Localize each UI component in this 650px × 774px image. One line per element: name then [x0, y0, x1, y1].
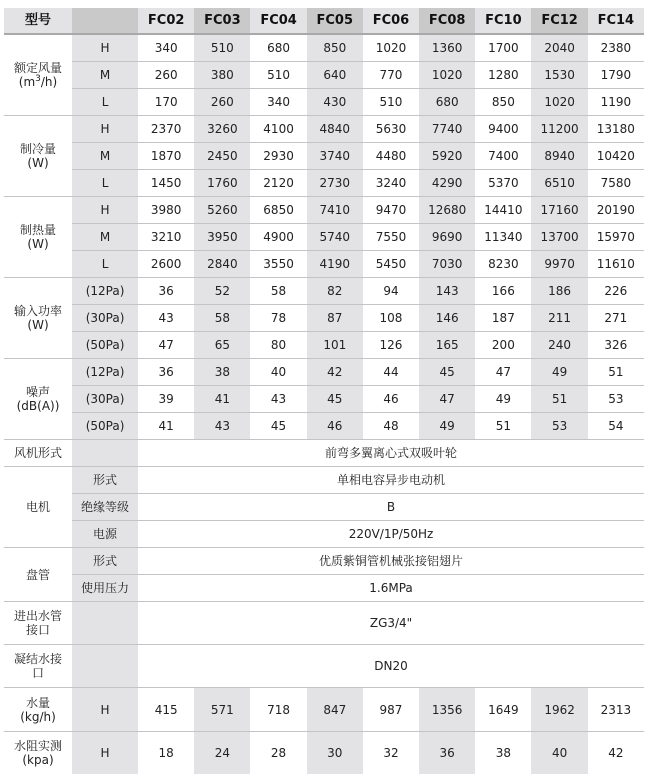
value-cell: 39: [138, 386, 194, 413]
value-cell: 46: [363, 386, 419, 413]
value-cell: 48: [363, 413, 419, 440]
value-cell: 14410: [475, 197, 531, 224]
value-cell: 4190: [307, 251, 363, 278]
model-header: FC04: [250, 8, 306, 34]
row-sub-label: M: [72, 143, 138, 170]
value-cell: 51: [475, 413, 531, 440]
value-cell: 24: [194, 732, 250, 774]
value-cell: 45: [419, 359, 475, 386]
value-cell: 7400: [475, 143, 531, 170]
row-label: 输入功率 (W): [4, 278, 72, 359]
row-sub-label: L: [72, 89, 138, 116]
value-cell: 3980: [138, 197, 194, 224]
value-cell: 9400: [475, 116, 531, 143]
value-cell: 240: [531, 332, 587, 359]
row-sub-label: (30Pa): [72, 305, 138, 332]
fan-type-row: [4, 440, 644, 467]
value-cell: 12680: [419, 197, 475, 224]
value-cell: 80: [250, 332, 306, 359]
value-cell: 5920: [419, 143, 475, 170]
value-cell: 1870: [138, 143, 194, 170]
value-cell: 13180: [588, 116, 644, 143]
value-cell: 4100: [250, 116, 306, 143]
row-label: 进出水管 接口: [4, 602, 72, 645]
value-cell: 1760: [194, 170, 250, 197]
value-cell: 40: [250, 359, 306, 386]
row-label: 噪声 (dB(A)): [4, 359, 72, 440]
value-cell: 126: [363, 332, 419, 359]
value-cell: 49: [475, 386, 531, 413]
fan-type-value: 前弯多翼离心式双吸叶轮: [138, 440, 644, 467]
row-sub-label: [72, 440, 138, 467]
value-cell: 87: [307, 305, 363, 332]
value-cell: 20190: [588, 197, 644, 224]
condensate-connection-value: DN20: [138, 645, 644, 688]
value-cell: 143: [419, 278, 475, 305]
value-cell: 680: [250, 34, 306, 62]
row-sub-label: H: [72, 116, 138, 143]
value-cell: 340: [250, 89, 306, 116]
value-cell: 1020: [363, 34, 419, 62]
row-sub-label: (12Pa): [72, 278, 138, 305]
value-cell: 43: [138, 305, 194, 332]
value-cell: 4840: [307, 116, 363, 143]
model-header: FC14: [588, 8, 644, 34]
condensate-connection-row: [4, 645, 644, 688]
coil-row: [4, 548, 644, 575]
value-cell: 7580: [588, 170, 644, 197]
model-header: FC02: [138, 8, 194, 34]
model-header: FC12: [531, 8, 587, 34]
value-cell: 850: [475, 89, 531, 116]
value-cell: 5260: [194, 197, 250, 224]
value-cell: 640: [307, 62, 363, 89]
value-cell: 94: [363, 278, 419, 305]
value-cell: 3950: [194, 224, 250, 251]
value-cell: 45: [307, 386, 363, 413]
value-cell: 42: [307, 359, 363, 386]
value-cell: 32: [363, 732, 419, 774]
value-cell: 2840: [194, 251, 250, 278]
value-cell: 38: [475, 732, 531, 774]
value-cell: 2730: [307, 170, 363, 197]
working-pressure-value: 1.6MPa: [138, 575, 644, 602]
row-sub-label: L: [72, 251, 138, 278]
value-cell: 58: [250, 278, 306, 305]
value-cell: 38: [194, 359, 250, 386]
value-cell: 44: [363, 359, 419, 386]
value-cell: 146: [419, 305, 475, 332]
value-cell: 3210: [138, 224, 194, 251]
value-cell: 28: [250, 732, 306, 774]
value-cell: 3240: [363, 170, 419, 197]
value-cell: 36: [138, 359, 194, 386]
row-sub-label: H: [72, 732, 138, 774]
value-cell: 52: [194, 278, 250, 305]
table-row: [4, 251, 644, 278]
row-sub-label: (30Pa): [72, 386, 138, 413]
row-sub-label: M: [72, 224, 138, 251]
value-cell: 415: [138, 688, 194, 732]
value-cell: 46: [307, 413, 363, 440]
model-header: FC05: [307, 8, 363, 34]
row-label: 制热量 (W): [4, 197, 72, 278]
model-header: FC10: [475, 8, 531, 34]
row-sub-label: 绝缘等级: [72, 494, 138, 521]
motor-row: [4, 521, 644, 548]
value-cell: 41: [194, 386, 250, 413]
value-cell: 9470: [363, 197, 419, 224]
table-row: [4, 224, 644, 251]
value-cell: 54: [588, 413, 644, 440]
row-label: 水量 (kg/h): [4, 688, 72, 732]
value-cell: 78: [250, 305, 306, 332]
value-cell: 2930: [250, 143, 306, 170]
table-row: [4, 278, 644, 305]
value-cell: 11200: [531, 116, 587, 143]
row-label: 额定风量 $(m^3/h)$: [4, 34, 72, 116]
value-cell: 770: [363, 62, 419, 89]
value-cell: 42: [588, 732, 644, 774]
table-row: [4, 305, 644, 332]
value-cell: 10420: [588, 143, 644, 170]
value-cell: 47: [475, 359, 531, 386]
motor-row: [4, 494, 644, 521]
value-cell: 18: [138, 732, 194, 774]
value-cell: 4900: [250, 224, 306, 251]
row-label: 盘管: [4, 548, 72, 602]
value-cell: 47: [138, 332, 194, 359]
value-cell: 8940: [531, 143, 587, 170]
row-sub-label: H: [72, 688, 138, 732]
row-sub-label: H: [72, 34, 138, 62]
value-cell: 51: [588, 359, 644, 386]
value-cell: 2040: [531, 34, 587, 62]
value-cell: 211: [531, 305, 587, 332]
value-cell: 326: [588, 332, 644, 359]
value-cell: 200: [475, 332, 531, 359]
insulation-class-value: B: [138, 494, 644, 521]
table-row: [4, 116, 644, 143]
value-cell: 170: [138, 89, 194, 116]
row-sub-label: 形式: [72, 467, 138, 494]
value-cell: 226: [588, 278, 644, 305]
value-cell: 680: [419, 89, 475, 116]
table-row: [4, 89, 644, 116]
row-sub-label: (12Pa): [72, 359, 138, 386]
value-cell: 5370: [475, 170, 531, 197]
row-label: 电机: [4, 467, 72, 548]
value-cell: 847: [307, 688, 363, 732]
value-cell: 2313: [588, 688, 644, 732]
water-flow-row: [4, 688, 644, 732]
value-cell: 108: [363, 305, 419, 332]
table-row: [4, 143, 644, 170]
value-cell: 2450: [194, 143, 250, 170]
value-cell: 186: [531, 278, 587, 305]
model-header: FC03: [194, 8, 250, 34]
value-cell: 4290: [419, 170, 475, 197]
value-cell: 3550: [250, 251, 306, 278]
table-row: [4, 413, 644, 440]
model-header: FC08: [419, 8, 475, 34]
value-cell: 510: [194, 34, 250, 62]
value-cell: 987: [363, 688, 419, 732]
sub-header: [72, 8, 138, 34]
value-cell: 40: [531, 732, 587, 774]
value-cell: 571: [194, 688, 250, 732]
value-cell: 260: [194, 89, 250, 116]
model-header: FC06: [363, 8, 419, 34]
value-cell: 260: [138, 62, 194, 89]
value-cell: 1450: [138, 170, 194, 197]
value-cell: 510: [363, 89, 419, 116]
value-cell: 2600: [138, 251, 194, 278]
pipe-connection-value: ZG3/4": [138, 602, 644, 645]
coil-type-value: 优质紫铜管机械张接铝翅片: [138, 548, 644, 575]
row-sub-label: M: [72, 62, 138, 89]
table-row: [4, 197, 644, 224]
value-cell: 340: [138, 34, 194, 62]
value-cell: 47: [419, 386, 475, 413]
value-cell: 7410: [307, 197, 363, 224]
value-cell: 45: [250, 413, 306, 440]
value-cell: 101: [307, 332, 363, 359]
value-cell: 51: [531, 386, 587, 413]
value-cell: 1356: [419, 688, 475, 732]
table-row: [4, 386, 644, 413]
table-row: [4, 62, 644, 89]
row-sub-label: H: [72, 197, 138, 224]
value-cell: 49: [531, 359, 587, 386]
value-cell: 3740: [307, 143, 363, 170]
value-cell: 510: [250, 62, 306, 89]
table-row: [4, 170, 644, 197]
pipe-connection-row: [4, 602, 644, 645]
value-cell: 7550: [363, 224, 419, 251]
row-sub-label: [72, 602, 138, 645]
water-resistance-row: [4, 732, 644, 774]
value-cell: 15970: [588, 224, 644, 251]
value-cell: 53: [531, 413, 587, 440]
value-cell: 43: [250, 386, 306, 413]
row-label: 风机形式: [4, 440, 72, 467]
value-cell: 850: [307, 34, 363, 62]
value-cell: 49: [419, 413, 475, 440]
value-cell: 82: [307, 278, 363, 305]
value-cell: 5740: [307, 224, 363, 251]
row-sub-label: [72, 645, 138, 688]
value-cell: 166: [475, 278, 531, 305]
table-row: [4, 359, 644, 386]
row-label: 水阻实测 (kpa): [4, 732, 72, 774]
value-cell: 271: [588, 305, 644, 332]
value-cell: 43: [194, 413, 250, 440]
value-cell: 2380: [588, 34, 644, 62]
value-cell: 13700: [531, 224, 587, 251]
value-cell: 1700: [475, 34, 531, 62]
value-cell: 1360: [419, 34, 475, 62]
value-cell: 6510: [531, 170, 587, 197]
value-cell: 165: [419, 332, 475, 359]
model-header-label: 型号: [4, 8, 72, 34]
row-sub-label: L: [72, 170, 138, 197]
row-sub-label: 形式: [72, 548, 138, 575]
value-cell: 9690: [419, 224, 475, 251]
spec-table: [4, 8, 644, 774]
value-cell: 9970: [531, 251, 587, 278]
value-cell: 187: [475, 305, 531, 332]
value-cell: 2370: [138, 116, 194, 143]
power-supply-value: 220V/1P/50Hz: [138, 521, 644, 548]
motor-type-value: 单相电容异步电动机: [138, 467, 644, 494]
value-cell: 17160: [531, 197, 587, 224]
value-cell: 11340: [475, 224, 531, 251]
value-cell: 430: [307, 89, 363, 116]
table-row: [4, 332, 644, 359]
value-cell: 1649: [475, 688, 531, 732]
table-row: [4, 34, 644, 62]
value-cell: 5630: [363, 116, 419, 143]
value-cell: 7030: [419, 251, 475, 278]
value-cell: 6850: [250, 197, 306, 224]
value-cell: 1190: [588, 89, 644, 116]
header-row: [4, 8, 644, 34]
row-label: 凝结水接 口: [4, 645, 72, 688]
value-cell: 7740: [419, 116, 475, 143]
value-cell: 1790: [588, 62, 644, 89]
coil-row: [4, 575, 644, 602]
row-label: 制冷量 (W): [4, 116, 72, 197]
row-sub-label: (50Pa): [72, 332, 138, 359]
value-cell: 718: [250, 688, 306, 732]
row-sub-label: 电源: [72, 521, 138, 548]
value-cell: 36: [419, 732, 475, 774]
value-cell: 11610: [588, 251, 644, 278]
value-cell: 65: [194, 332, 250, 359]
value-cell: 1530: [531, 62, 587, 89]
value-cell: 36: [138, 278, 194, 305]
value-cell: 1962: [531, 688, 587, 732]
value-cell: 41: [138, 413, 194, 440]
motor-row: [4, 467, 644, 494]
value-cell: 30: [307, 732, 363, 774]
row-sub-label: (50Pa): [72, 413, 138, 440]
row-sub-label: 使用压力: [72, 575, 138, 602]
value-cell: 8230: [475, 251, 531, 278]
value-cell: 1280: [475, 62, 531, 89]
value-cell: 4480: [363, 143, 419, 170]
value-cell: 53: [588, 386, 644, 413]
value-cell: 2120: [250, 170, 306, 197]
value-cell: 1020: [531, 89, 587, 116]
value-cell: 1020: [419, 62, 475, 89]
value-cell: 380: [194, 62, 250, 89]
value-cell: 58: [194, 305, 250, 332]
value-cell: 3260: [194, 116, 250, 143]
value-cell: 5450: [363, 251, 419, 278]
